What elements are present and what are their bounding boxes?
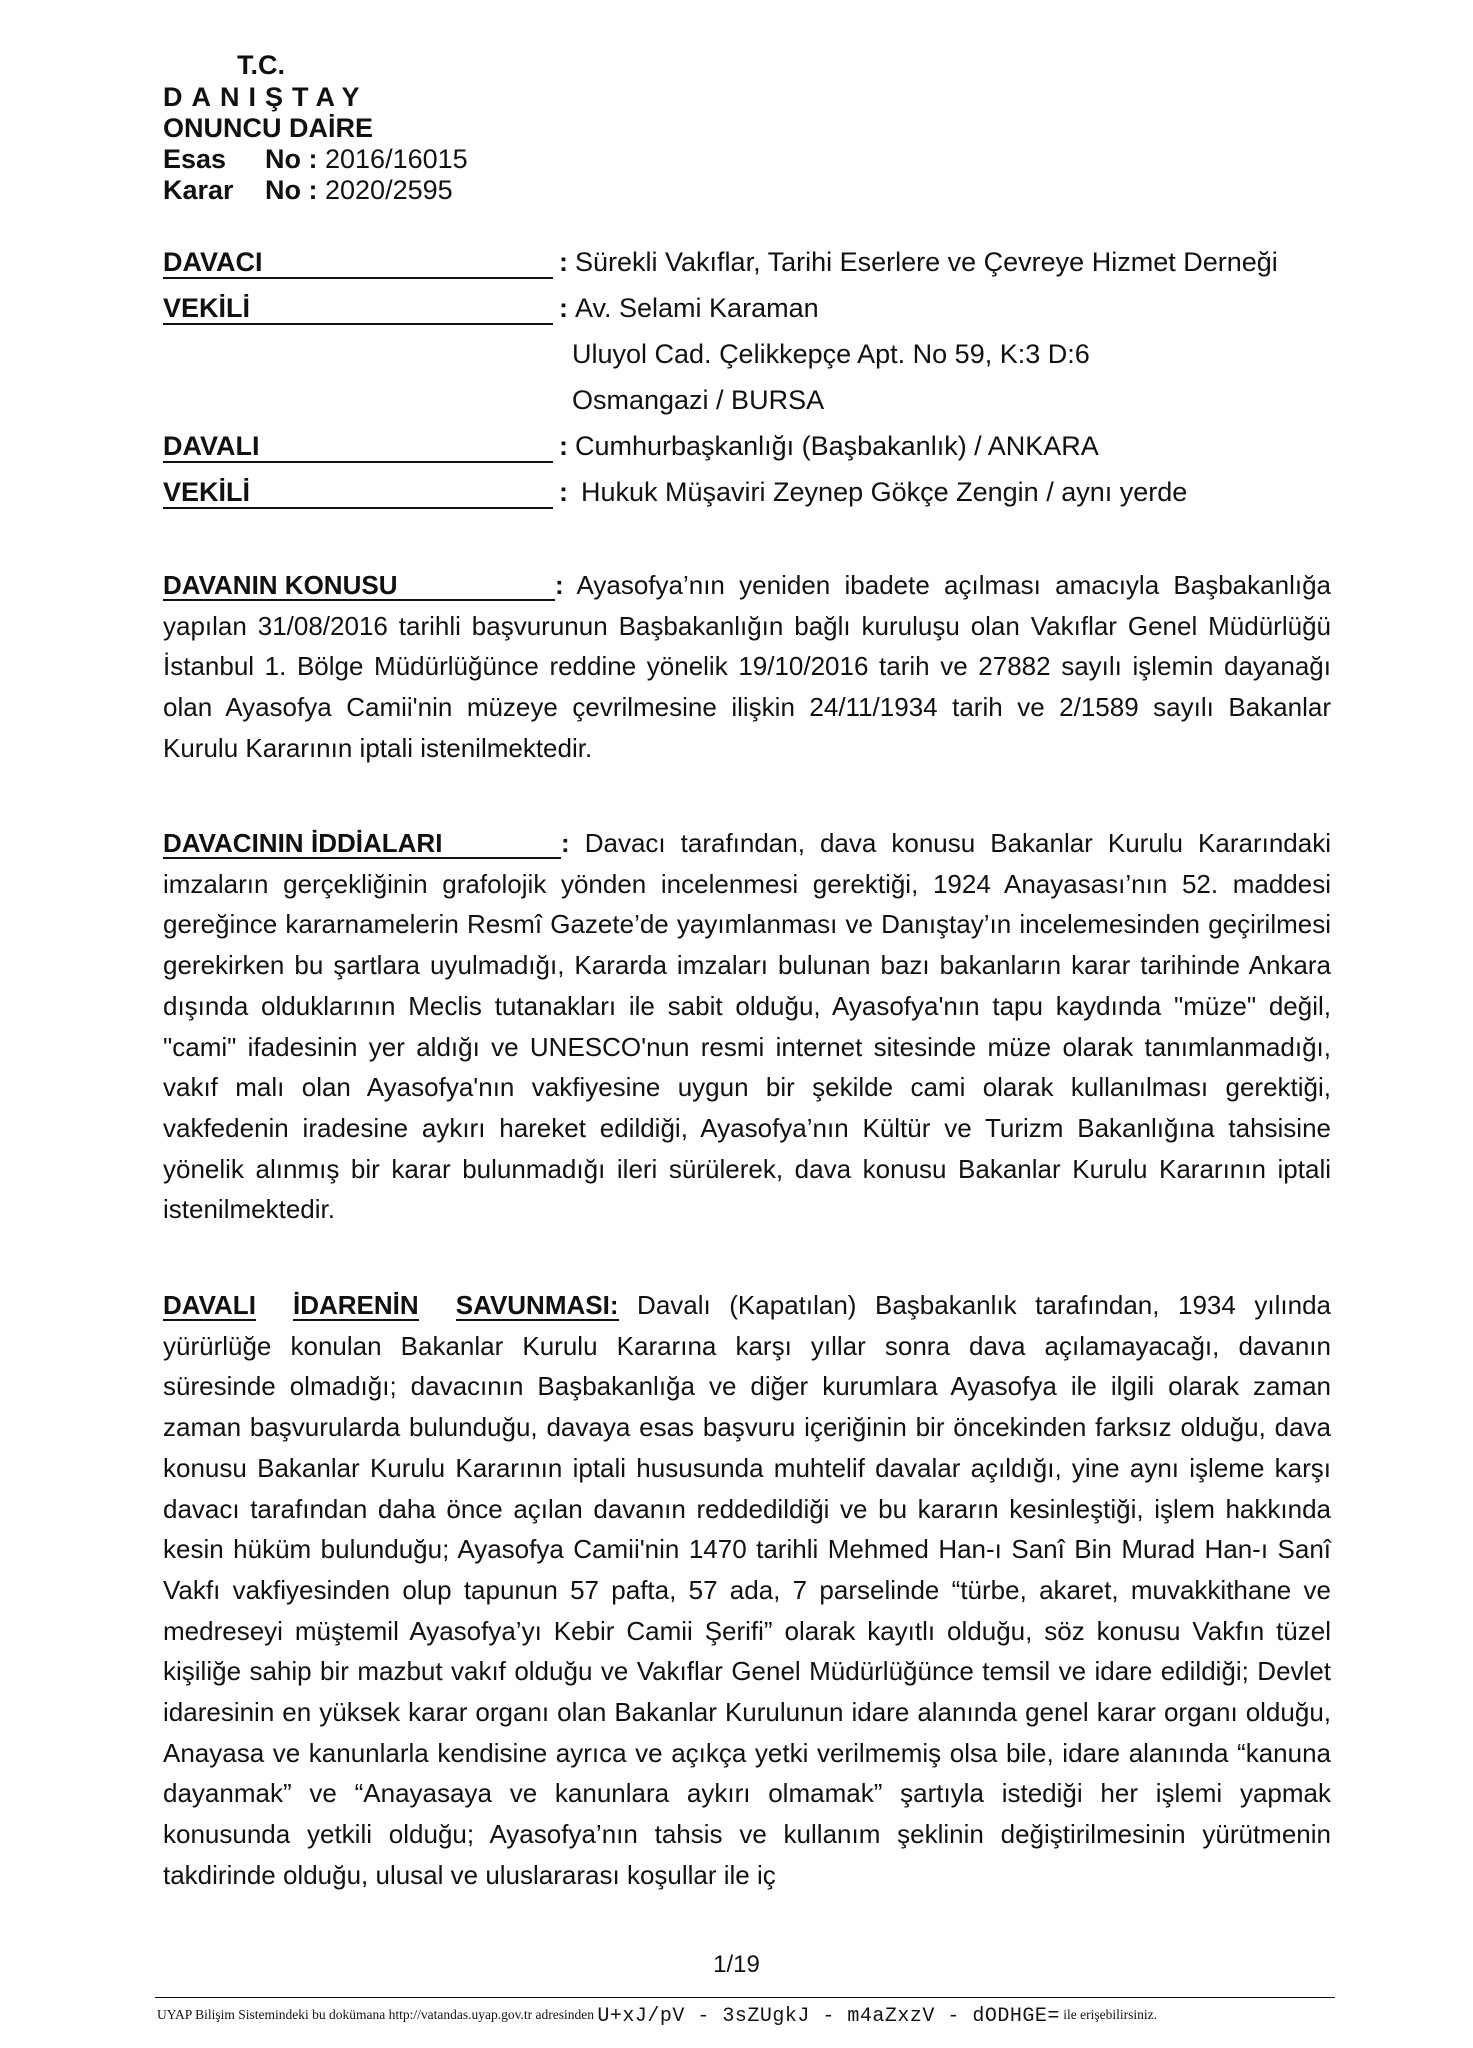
plaintiff-claims-section [163, 823, 1331, 1230]
defendant-label: DAVALI [163, 431, 553, 463]
plaintiff-value: Sürekli Vakıflar, Tarihi Eserlere ve Çevreye Hizmet Derneği [575, 247, 1278, 277]
plaintiff-attorney-label: VEKİLİ [163, 293, 553, 325]
defendant-defense-label-1: DAVALI [163, 1290, 256, 1320]
defendant-attorney-label: VEKİLİ [163, 477, 553, 509]
esas-number: 2016/16015 [325, 144, 468, 174]
colon: : [559, 431, 568, 461]
colon: : [561, 828, 570, 858]
chamber-name: ONUNCU DAİRE [163, 113, 374, 143]
plaintiff-label: DAVACI [163, 247, 553, 279]
footer-verification-code: U+xJ/pV - 3sZUgkJ - m4aZxzV - dODHGE= [597, 2005, 1060, 2028]
esas-label: Esas [163, 144, 227, 174]
colon: : [559, 477, 568, 507]
defendant-defense-text: Davalı (Kapatılan) Başbakanlık tarafından, 1934 yılında yürürlüğe konulan Bakanlar Kurulu Kararına karşı yıllar sonra dava açılamayacağı, davanın süresinde olmadığı; davacının Başbakanlığa ve diğer kurumlara Ayasofya ile ilgili olarak zaman zaman başvurularda bulunduğu, davaya esas başvuru içeriğinin bir öncekinden farksız olduğu, dava konusu Bakanlar Kurulu Kararının iptali hususunda muhtelif davalar açıldığı, yine aynı işleme karşı davacı tarafından daha önce açılan davanın reddedildiği ve bu kararın kesinleştiği, işlem hakkında kesin hüküm bulunduğu; Ayasofya Camii'nin 1470 tarihli Mehmed Han-ı Sanî Bin Murad Han-ı Sanî Vakfı vakfiyesinden olup tapunun 57 pafta, 57 ada, 7 parselinde “türbe, akaret, muvakkithane ve medreseyi müştemil Ayasofya’yı Kebir Camii Şerifi” olarak kayıtlı olduğu, söz konusu Vakfın tüzel kişiliğe sahip bir mazbut vakıf olduğu ve Vakıflar Genel Müdürlüğünce temsil ve idare edildiği; Devlet idaresinin en yüksek karar organı olan Bakanlar Kurulunun idare alanında genel karar organı olduğu, Anayasa ve kanunlarla kendisine ayrıca ve açıkça yetki verilmemiş olsa bile, idare alanında “kanuna dayanmak” ve “Anayasaya ve kanunlara aykırı olmamak” şartıyla istediği her işlemi yapmak konusunda yetkili olduğu; Ayasofya’nın tahsis ve kullanım şeklinin değiştirilmesinin yürütmenin takdirinde olduğu, ulusal ve uluslararası koşullar ile iç [163, 1290, 1331, 1890]
karar-label: Karar [163, 175, 234, 205]
defendant-defense-label-2: İDARENİN [293, 1290, 419, 1320]
colon: : [559, 247, 568, 277]
defendant-defense-label-3: SAVUNMASI: [455, 1290, 619, 1320]
plaintiff-claims-label-1: DAVACININ [163, 830, 311, 859]
court-name: DANIŞTAY [163, 82, 369, 112]
defendant-value: Cumhurbaşkanlığı (Başbakanlık) / ANKARA [575, 431, 1099, 461]
esas-no-label: No : [265, 144, 318, 174]
case-subject-text: Ayasofya’nın yeniden ibadete açılması amacıyla Başbakanlığa yapılan 31/08/2016 tarihli başvurunun Başbakanlığın bağlı kuruluşu olan Vakıflar Genel Müdürlüğü İstanbul 1. Bölge Müdürlüğünce reddine yönelik 19/10/2016 tarih ve 27882 sayılı işlemin dayanağı olan Ayasofya Camii'nin müzeye çevrilmesine ilişkin 24/11/1934 tarih ve 2/1589 sayılı Bakanlar Kurulu Kararının iptali istenilmektedir. [163, 570, 1331, 763]
defendant-defense-section [163, 1285, 1331, 1896]
footer-text-before: UYAP Bilişim Sistemindeki bu dokümana http://vatandas.uyap.gov.tr adresinden [157, 2007, 594, 2022]
footer-text-after: ile erişebilirsiniz. [1063, 2007, 1158, 2022]
karar-number-row [163, 175, 453, 206]
footer-divider [155, 1997, 1335, 1998]
footer-uyap-note [157, 2005, 1157, 2028]
page-number: 1/19 [713, 1951, 760, 1978]
plaintiff-claims-label-2: İDDİALARI [311, 830, 561, 859]
plaintiff-claims-text: Davacı tarafından, dava konusu Bakanlar Kurulu Kararındaki imzaların gerçekliğinin grafolojik yönden incelenmesi gerektiği, 1924 Anayasası’nın 52. maddesi gereğince kararnamelerin Resmî Gazete’de yayımlanması ve Danıştay’ın incelemesinden geçirilmesi gerekirken bu şartlara uyulmadığı, Kararda imzaları bulunan bazı bakanların karar tarihinde Ankara dışında olduklarının Meclis tutanakları ile sabit olduğu, Ayasofya'nın tapu kaydında "müze" değil, "cami" ifadesinin yer aldığı ve UNESCO'nun resmi internet sitesinde müze olarak tanımlanmadığı, vakıf malı olan Ayasofya'nın vakfiyesine uygun bir şekilde cami olarak kullanılması gerektiği, vakfedenin iradesine aykırı hareket edildiği, Ayasofya’nın Kültür ve Turizm Bakanlığına tahsisine yönelik alınmış bir karar bulunmadığı ileri sürülerek, dava konusu Bakanlar Kurulu Kararının iptali istenilmektedir. [163, 828, 1331, 1225]
plaintiff-attorney-value: Av. Selami Karaman [575, 293, 819, 323]
colon: : [555, 570, 564, 600]
case-subject-section [163, 565, 1331, 769]
defendant-attorney-value: Hukuk Müşaviri Zeynep Gökçe Zengin / aynı yerde [581, 477, 1188, 507]
karar-number: 2020/2595 [325, 175, 453, 205]
tc-heading: T.C. [237, 50, 286, 80]
colon: : [559, 293, 568, 323]
karar-no-label: No : [265, 175, 318, 205]
case-subject-label: DAVANIN KONUSU [163, 572, 555, 601]
plaintiff-attorney-address-line1: Uluyol Cad. Çelikkepçe Apt. No 59, K:3 D:6 [572, 339, 1090, 369]
plaintiff-attorney-address-line2: Osmangazi / BURSA [572, 385, 825, 415]
esas-number-row [163, 144, 468, 175]
